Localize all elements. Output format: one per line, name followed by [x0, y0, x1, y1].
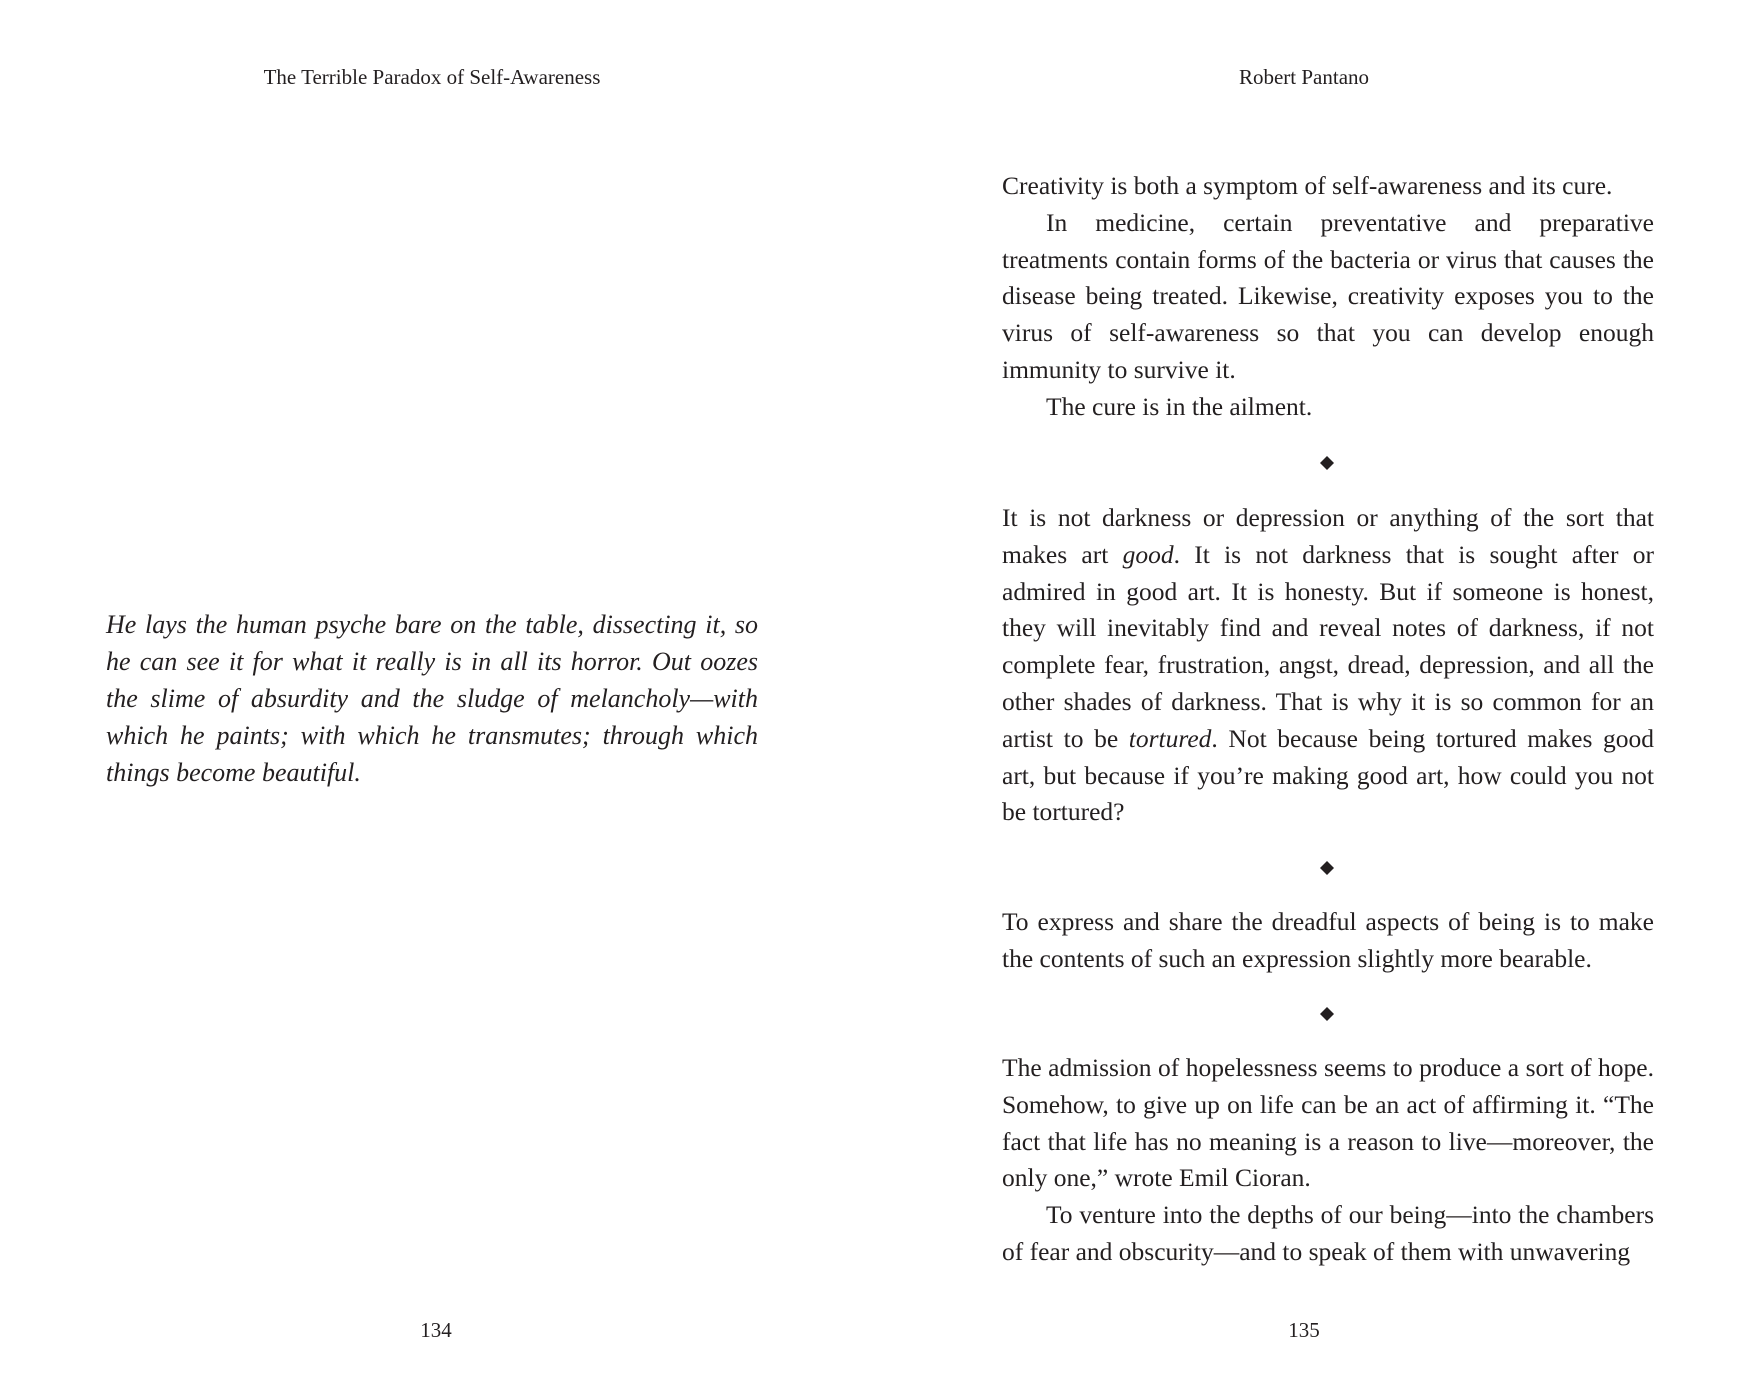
paragraph: The admission of hopelessness seems to produce a sort of hope. Somehow, to give up on life can be an act of affirming it. “The fact that life has no meaning is a reason to live—moreover, the only one,” wrote Emil Cioran. [1002, 1053, 1654, 1193]
text-run: . Not because being tortured makes good art, but because if you’re making good art, how could you not be tortured? [1002, 723, 1654, 827]
emphasis-tortured: tortured [1128, 723, 1212, 753]
paragraph: The cure is in the ailment. [1046, 391, 1313, 421]
paragraph: To venture into the depths of our being—into the chambers of fear and obscurity—and to speak of them with unwavering [1002, 1200, 1654, 1266]
section-darkness [1002, 500, 1654, 831]
diamond-ornament-icon [1320, 456, 1334, 470]
section-creativity [1002, 168, 1654, 426]
paragraph: Creativity is both a symptom of self-awareness and its cure. [1002, 171, 1613, 200]
running-head-left: The Terrible Paradox of Self-Awareness [263, 65, 601, 89]
epigraph: He lays the human psyche bare on the table, dissecting it, so he can see it for what it really is in all its horror. Out oozes the slime of absurdity and the sludge of melancholy—with which he paints; with which he transmutes; through which things become beautiful. [106, 610, 758, 787]
diamond-ornament-icon [1320, 861, 1334, 875]
paragraph [1002, 500, 1654, 831]
section-dreadful [1002, 904, 1654, 978]
section-hopelessness [1002, 1050, 1654, 1271]
page-number-right: 135 [1288, 1318, 1320, 1342]
text-run: . It is not darkness that is sought after or admired in good art. It is honesty. But if someone is honest, they will inevitably find and reveal notes of darkness, if not complete fear, frustration, angst, dread, depression, and all the other shades of darkness. That is why it is so common for an artist to be [1002, 539, 1654, 753]
emphasis-good: good [1122, 539, 1174, 569]
paragraph: To express and share the dreadful aspects of being is to make the contents of such an expression slightly more bearable. [1002, 907, 1654, 973]
left-page [0, 0, 875, 1396]
diamond-ornament-icon [1320, 1007, 1334, 1021]
page-number-left: 134 [420, 1318, 452, 1342]
running-head-right: Robert Pantano [1238, 65, 1370, 89]
text-run: It is not darkness or depression or anything of the sort that makes art [1002, 503, 1654, 569]
paragraph: In medicine, certain preventative and preparative treatments contain forms of the bacteria or virus that causes the disease being treated. Likewise, creativity exposes you to the virus of self-awareness so that you can develop enough immunity to survive it. [1002, 207, 1654, 384]
